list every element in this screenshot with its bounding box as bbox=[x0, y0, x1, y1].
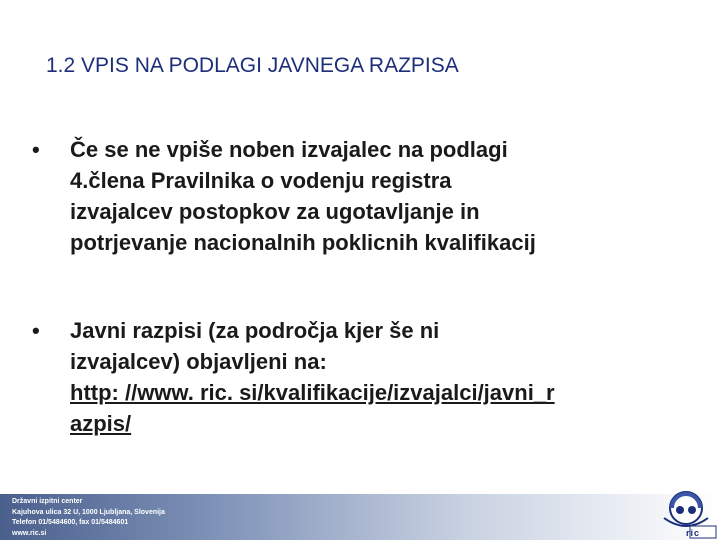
bullet-line: izvajalcev) objavljeni na: bbox=[70, 349, 327, 374]
razpis-link[interactable]: http: //www. ric. si/kvalifikacije/izvajalci/javni_r bbox=[70, 380, 555, 405]
bullet-marker: • bbox=[32, 137, 40, 162]
bullet-line: Če se ne vpiše noben izvajalec na podlagi bbox=[70, 137, 508, 162]
bullet-marker: • bbox=[32, 318, 40, 343]
footer-street: Kajuhova ulica 32 U, 1000 Ljubljana, Slovenija bbox=[12, 508, 165, 516]
ric-logo-icon bbox=[650, 484, 720, 540]
bullet-line: Javni razpisi (za področja kjer še ni bbox=[70, 318, 440, 343]
bullet-line: potrjevanje nacionalnih poklicnih kvalifikacij bbox=[70, 230, 536, 255]
slide-title: 1.2 VPIS NA PODLAGI JAVNEGA RAZPISA bbox=[46, 54, 459, 77]
bullet-text bbox=[70, 134, 682, 258]
footer-address bbox=[12, 497, 165, 539]
logo-label: ric bbox=[686, 528, 701, 538]
footer-org-name: Državni izpitni center bbox=[12, 498, 83, 505]
bullet-item-2 bbox=[32, 315, 682, 439]
bullet-text bbox=[70, 315, 682, 439]
footer-website: www.ric.si bbox=[12, 529, 47, 537]
footer-phone: Telefon 01/5484600, fax 01/5484601 bbox=[12, 519, 129, 526]
bullet-line: 4.člena Pravilnika o vodenju registra bbox=[70, 168, 452, 193]
bullet-item-1 bbox=[32, 134, 682, 258]
footer-bar bbox=[0, 494, 720, 540]
razpis-link-continued[interactable]: azpis/ bbox=[70, 411, 132, 436]
bullet-line: izvajalcev postopkov za ugotavljanje in bbox=[70, 199, 480, 224]
